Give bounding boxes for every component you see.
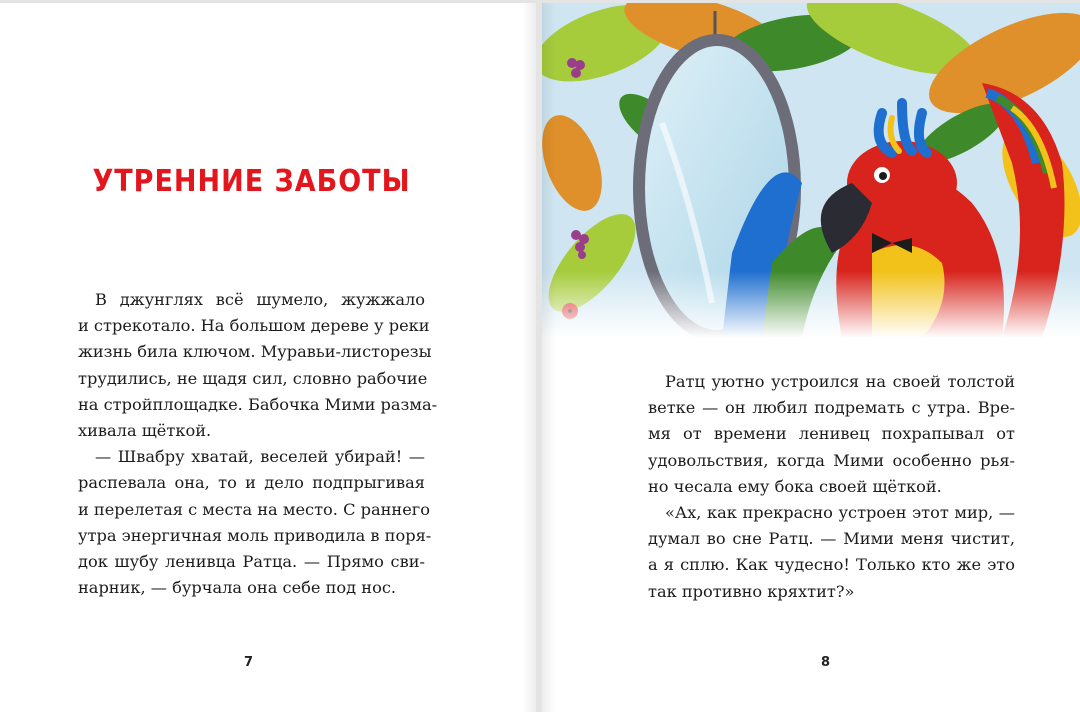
page-number: 7 <box>244 655 254 670</box>
text-line: и стрекотало. На большом дереве у реки <box>78 316 430 336</box>
right-page <box>542 3 1080 712</box>
paragraph <box>78 444 432 601</box>
text-line: — Швабру хватай, веселей убирай! — <box>95 447 425 467</box>
paragraph <box>648 500 1015 605</box>
text-line: так противно кряхтит?» <box>648 581 855 601</box>
right-text-block <box>648 369 1015 605</box>
left-text-block <box>78 287 438 601</box>
text-line: хивала щёткой. <box>78 420 212 440</box>
text-line: жизнь била ключом. Муравьи-листорезы <box>78 342 432 362</box>
text-line: мя от времени ленивец похрапывал от <box>648 424 1015 444</box>
text-line: распевала она, то и дело подпрыгивая <box>78 473 425 493</box>
text-line: а я сплю. Как чудесно! Только кто же это <box>648 555 1015 575</box>
text-line: В джунглях всё шумело, жужжало <box>95 290 425 309</box>
paragraph <box>78 287 438 444</box>
parrot-mirror-illustration <box>542 3 1080 338</box>
text-line: нарник, — бурчала она себе под нос. <box>78 578 397 598</box>
text-line: док шубу ленивца Ратца. — Прямо сви- <box>78 551 425 571</box>
text-line: трудились, не щадя сил, словно рабочие <box>78 368 428 388</box>
gutter-shadow <box>522 3 536 712</box>
left-page <box>0 3 536 712</box>
text-line: думал во сне Ратц. — Мими меня чистит, <box>648 529 1015 549</box>
chapter-title: УТРЕННИЕ ЗАБОТЫ <box>92 164 411 199</box>
text-line: утра энергичная моль приводила в поря- <box>78 525 432 545</box>
illustration-svg <box>542 3 1080 338</box>
text-line: «Ах, как прекрасно устроен этот мир, — <box>665 502 1015 522</box>
page-number: 8 <box>821 655 831 670</box>
text-line: ветке — он любил подремать с утра. Вре- <box>648 398 1015 418</box>
paragraph <box>648 369 1015 500</box>
text-line: удовольствия, когда Мими особенно рья- <box>648 450 1015 470</box>
text-line: Ратц уютно устроился на своей толстой <box>665 372 1015 391</box>
text-line: на стройплощадке. Бабочка Мими разма- <box>78 394 438 414</box>
text-line: но чесала ему бока своей щёткой. <box>648 476 942 496</box>
illustration-fade <box>542 3 1080 338</box>
text-line: и перелетая с места на место. С раннего <box>78 499 431 519</box>
gutter-shadow <box>542 3 556 712</box>
